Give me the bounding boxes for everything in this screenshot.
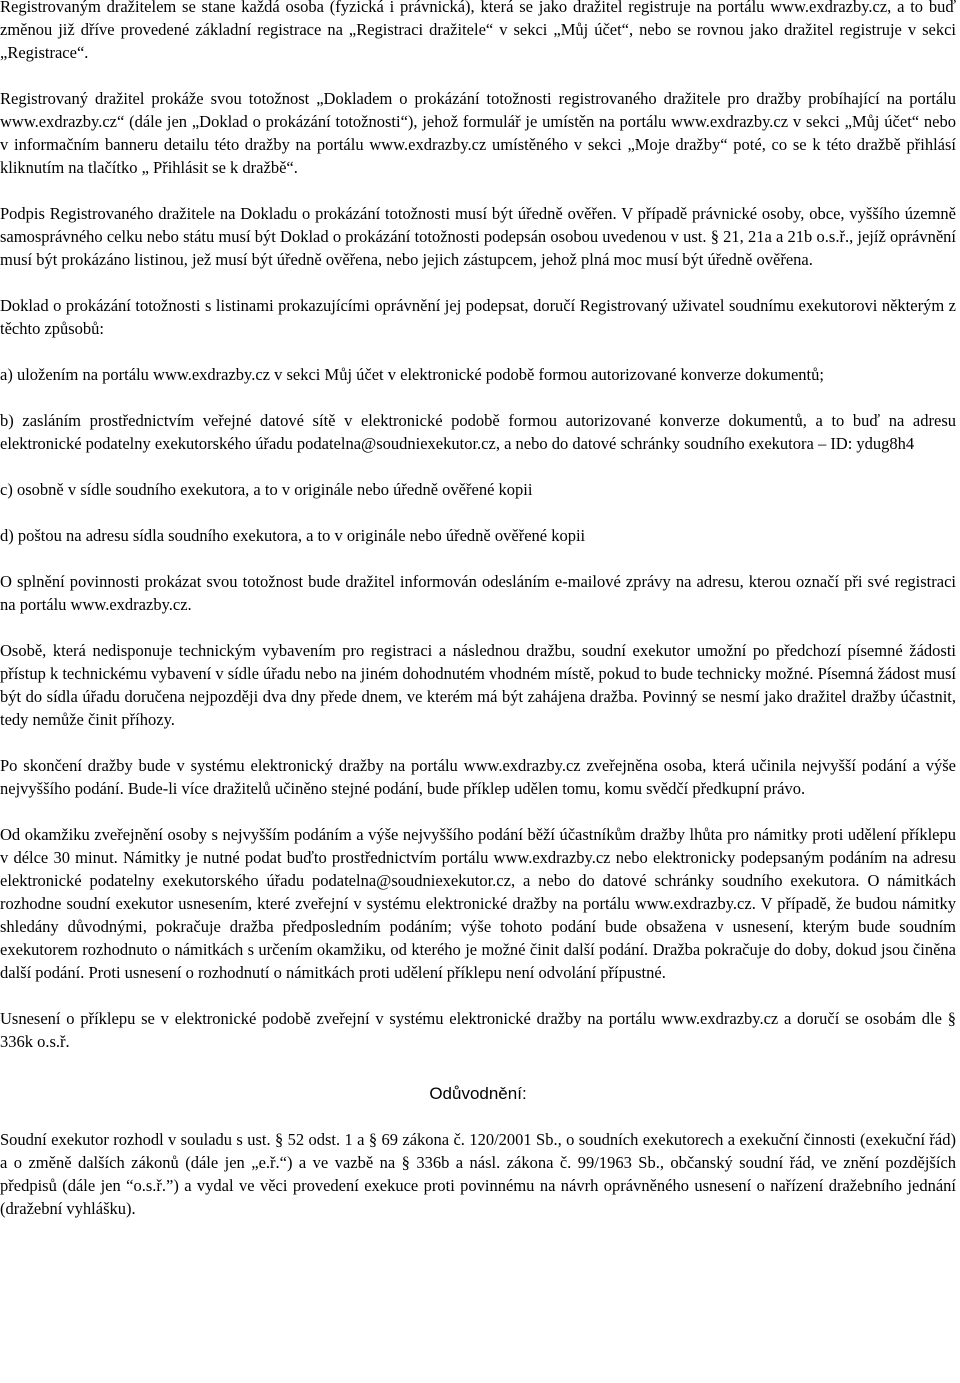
paragraph-auction-end: Po skončení dražby bude v systému elektronický dražby na portálu www.exdrazby.cz zveřejněna osoba, která učinila nejvyšší podání a výše nejvyššího podání. Bude-li více dražitelů učiněno stejné podání, bude příklep udělen tomu, komu svědčí předkupní právo. [0,756,956,798]
list-item-delivery-b: b) zasláním prostřednictvím veřejné datové sítě v elektronické podobě formou autorizované konverze dokumentů, a to buď na adresu elektronické podatelny exekutorského úřadu podatelna@soudniexekutor.cz, a nebo do datové schránky soudního exekutora – ID: ydug8h4 [0,411,956,453]
section-heading-justification: Odůvodnění: [429,1084,527,1103]
paragraph-signature-verification: Podpis Registrovaného dražitele na Dokladu o prokázání totožnosti musí být úředně ověřen. V případě právnické osoby, obce, vyššího územně samosprávného celku nebo státu musí být Doklad o prokázání totožnosti podepsán osobou uvedenou v ust. § 21, 21a a 21b o.s.ř., jejíž oprávnění musí být prokázáno listinou, jež musí být úředně ověřena, nebo jejich zástupcem, jehož plná moc musí být úředně ověřena. [0,204,956,269]
list-item-delivery-c: c) osobně v sídle soudního exekutora, a to v originále nebo úředně ověřené kopii [0,480,533,499]
list-item-delivery-d: d) poštou na adresu sídla soudního exekutora, a to v originále nebo úředně ověřené kopii [0,526,586,545]
paragraph-justification: Soudní exekutor rozhodl v souladu s ust. § 52 odst. 1 a § 69 zákona č. 120/2001 Sb., o soudních exekutorech a exekuční činnosti (exekuční řád) a o změně dalších zákonů (dále jen „e.ř.“) a ve vazbě na § 336b a násl. zákona č. 99/1963 Sb., občanský soudní řád, ve znění pozdějších předpisů (dále jen “o.s.ř.”) a vydal ve věci provedení exekuce proti povinnému na návrh oprávněného usnesení o nařízení dražebního jednání (dražební vyhlášku). [0,1130,956,1218]
paragraph-identity-proof: Registrovaný dražitel prokáže svou totožnost „Dokladem o prokázání totožnosti registrovaného dražitele pro dražby probíhající na portálu www.exdrazby.cz“ (dále jen „Doklad o prokázání totožnosti“), jehož formulář je umístěn na portálu www.exdrazby.cz v sekci „Můj účet“ nebo v informačním banneru detailu této dražby na portálu www.exdrazby.cz umístěného v sekci „Moje dražby“ poté, co se k této dražbě přihlásí kliknutím na tlačítko „ Přihlásit se k dražbě“. [0,89,956,177]
paragraph-email-notification: O splnění povinnosti prokázat svou totožnost bude dražitel informován odesláním e-mailové zprávy na adresu, kterou označí při své registraci na portálu www.exdrazby.cz. [0,572,956,614]
paragraph-delivery-methods-intro: Doklad o prokázání totožnosti s listinami prokazujícími oprávnění jej podepsat, doručí Registrovaný uživatel soudnímu exekutorovi některým z těchto způsobů: [0,296,956,338]
paragraph-knockdown-resolution: Usnesení o příklepu se v elektronické podobě zveřejní v systému elektronické dražby na portálu www.exdrazby.cz a doručí se osobám dle § 336k o.s.ř. [0,1009,956,1051]
list-item-delivery-a: a) uložením na portálu www.exdrazby.cz v sekci Můj účet v elektronické podobě formou autorizované konverze dokumentů; [0,365,824,384]
paragraph-registration: Registrovaným dražitelem se stane každá osoba (fyzická i právnická), která se jako dražitel registruje na portálu www.exdrazby.cz, a to buď změnou již dříve provedené základní registrace na „Registraci dražitele“ v sekci „Můj účet“, nebo se rovnou jako dražitel registruje v sekci „Registrace“. [0,0,956,62]
paragraph-technical-access: Osobě, která nedisponuje technickým vybavením pro registraci a následnou dražbu, soudní exekutor umožní po předchozí písemné žádosti přístup k technickému vybavení v sídle úřadu nebo na jiném dohodnutém vhodném místě, pokud to bude technicky možné. Písemná žádost musí být do sídla úřadu doručena nejpozději dva dny přede dnem, ve kterém má být zahájena dražba. Povinný se nesmí jako dražitel dražby účastnit, tedy nemůže činit příhozy. [0,641,956,729]
paragraph-objections: Od okamžiku zveřejnění osoby s nejvyšším podáním a výše nejvyššího podání běží účastníkům dražby lhůta pro námitky proti udělení příklepu v délce 30 minut. Námitky je nutné podat buďto prostřednictvím portálu www.exdrazby.cz nebo elektronicky podepsaným podáním na adresu elektronické podatelny exekutorského úřadu podatelna@soudniexekutor.cz, a nebo do datové schránky soudního exekutora. O námitkách rozhodne soudní exekutor usnesením, které zveřejní v systému elektronické dražby na portálu www.exdrazby.cz. V případě, že budou námitky shledány důvodnými, pokračuje dražba předposledním podáním; výše tohoto podání bude obsažena v usnesení, kterým bude soudním exekutorem rozhodnuto o námitkách s určením okamžiku, od kterého je možné činit další podání. Dražba pokračuje do doby, dokud jsou činěna další podání. Proti usnesení o rozhodnutí o námitkách proti udělení příklepu není odvolání přípustné. [0,825,956,982]
